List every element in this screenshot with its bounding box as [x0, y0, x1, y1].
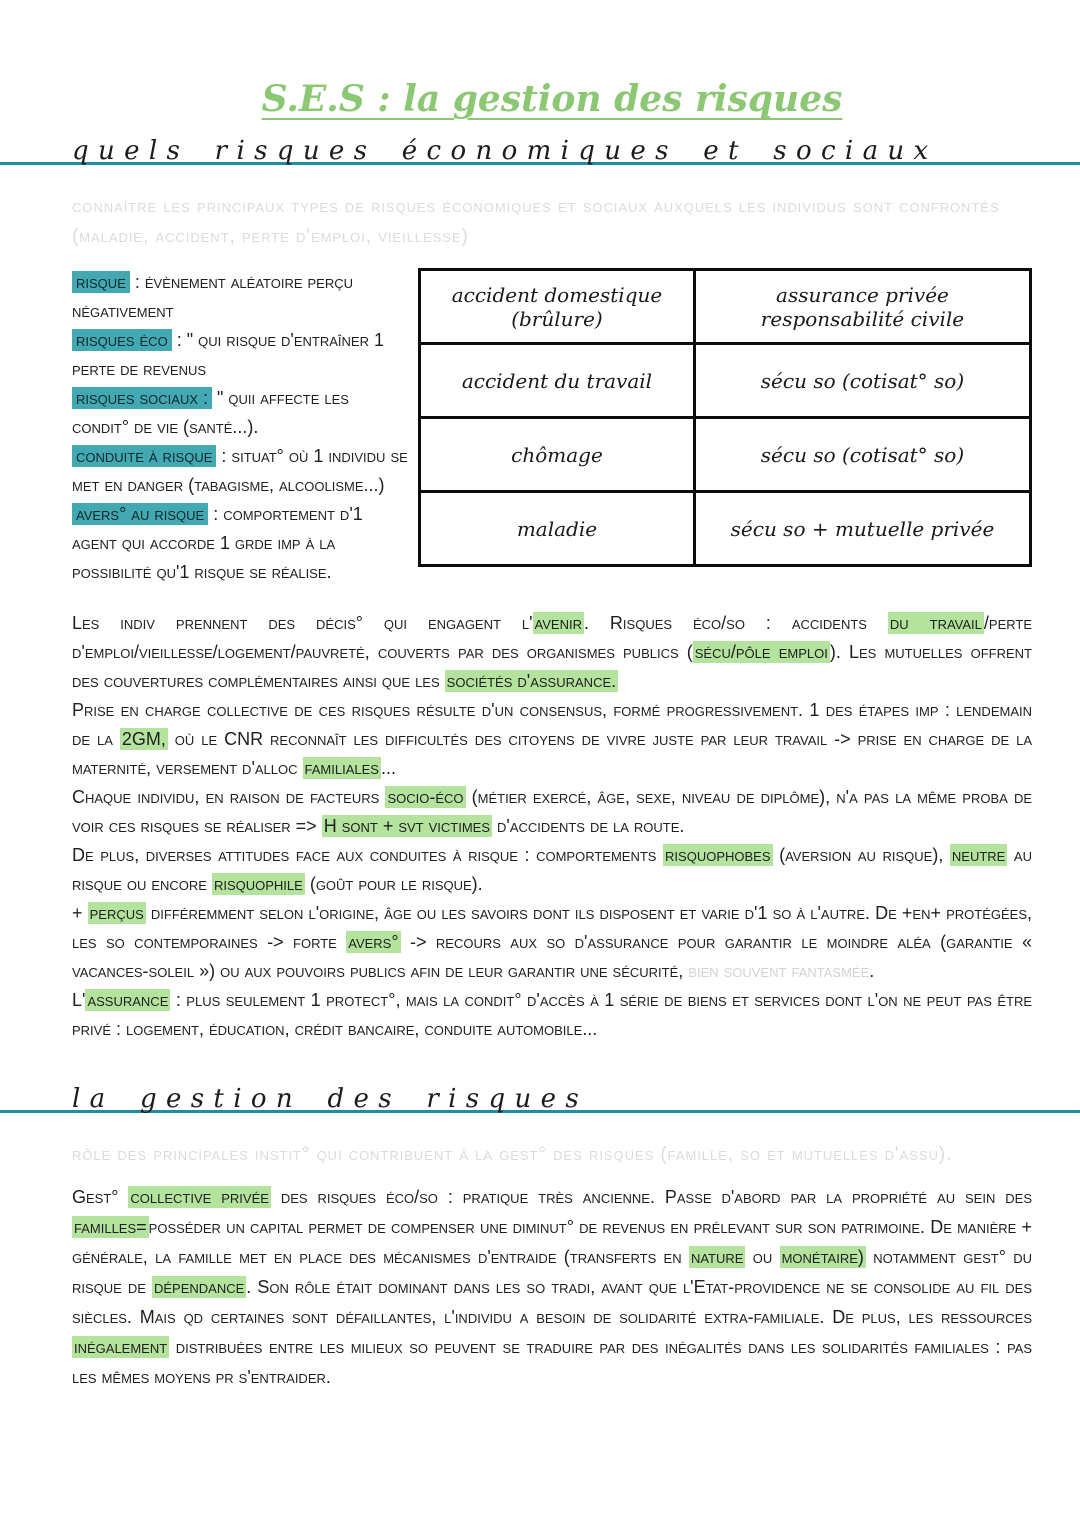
highlighted-term: avers° au risque: [72, 503, 208, 525]
page-title: S.E.S : la gestion des risques: [261, 78, 843, 120]
section2-heading: la gestion des risques: [72, 1084, 589, 1114]
highlighted-term: familles=: [74, 1217, 147, 1237]
text-segment: notamment gest° du risque de: [72, 1247, 1032, 1297]
text-segment: -> recours aux so d'assurance pour garantir le moindre aléa (garantie « vacances-soleil ») ou aux pouvoirs publics afin de leur garantir une sécurité,: [72, 932, 1032, 981]
highlighted-term: dépendance: [154, 1277, 245, 1297]
text-segment: (goût pour le risque).: [304, 874, 483, 894]
table-row: [420, 492, 1031, 566]
text-segment: différemment selon l'origine, âge ou les savoirs dont ils disposent et varie d'1 so à l'autre. De +en+ protégées, les so contemporaines -> forte: [72, 903, 1032, 952]
text-segment: (métier exercé, âge, sexe, niveau de diplôme), n'a pas la même proba de voir ces risques se réaliser =>: [72, 787, 1032, 836]
text-segment: posséder un capital permet de compenser une diminut° de revenus en prélevant sur son patrimoine. De manière + générale, la famille met en place des mécanismes d'entraide (transferts en: [72, 1217, 1032, 1267]
highlighted-term: sociétés d'assurance.: [446, 671, 617, 691]
highlighted-term: nature: [690, 1247, 744, 1267]
text-segment: Les indiv prennent des décis° qui engagent l': [72, 613, 533, 633]
highlighted-term: 2GM,: [121, 729, 166, 749]
risk-cell: chômage: [420, 418, 695, 492]
highlighted-term: avenir: [534, 613, 582, 633]
text-segment: : évènement aléatoire perçu négativement: [72, 272, 354, 321]
section2-paragraphs: [72, 1182, 1032, 1392]
table-row: [420, 270, 1031, 344]
highlighted-term: risquophile: [213, 874, 303, 894]
highlighted-term: perçus: [89, 903, 144, 923]
paragraph: [72, 783, 1032, 841]
text-segment: : comportement d'1 agent qui accorde 1 grde imp à la possibilité qu'1 risque se réalise.: [72, 504, 363, 582]
highlighted-term: neutre: [951, 845, 1006, 865]
paragraph: [72, 1182, 1032, 1392]
highlighted-term: conduite à risque: [72, 445, 216, 467]
coverage-cell: sécu so + mutuelle privée: [694, 492, 1030, 566]
highlighted-term: avers°: [348, 932, 399, 952]
text-segment: Gest°: [72, 1187, 129, 1207]
section-risk-management: [72, 1084, 1032, 1392]
risk-table-wrap: [418, 268, 1032, 567]
highlighted-term: risque: [72, 271, 130, 293]
text-segment: des risques éco/so : pratique très ancienne. Passe d'abord par la propriété au sein des: [270, 1187, 1032, 1207]
section1-heading-row: [72, 136, 1032, 180]
text-segment: Chaque individu, en raison de facteurs: [72, 787, 386, 807]
highlighted-term: du travail: [889, 613, 982, 633]
definitions-and-table: [72, 268, 1032, 1044]
text-segment: De plus, diverses attitudes face aux conduites à risque : comportements: [72, 845, 664, 865]
section1-objective: connaître les principaux types de risques économiques et sociaux auxquels les individus sont confrontés (maladie, accident, perte d'emploi, vieillesse): [72, 196, 1000, 247]
table-row: [420, 418, 1031, 492]
section2-heading-row: [72, 1084, 1032, 1128]
text-segment: ...: [380, 758, 396, 778]
text-segment: Prise en charge collective de ces risques résulte d'un consensus, formé progressivement. 1 des étapes imp : lendemain de la: [72, 700, 1032, 749]
text-segment: d'accidents de la route.: [492, 816, 685, 836]
highlighted-term: socio-éco: [387, 787, 464, 807]
text-segment: . Risques éco/so : accidents: [583, 613, 888, 633]
section1-heading: quels risques économiques et sociaux: [72, 136, 938, 166]
text-segment: ). Les mutuelles offrent des couvertures complémentaires ainsi que les: [72, 642, 1032, 691]
text-segment: " quii affecte les condit° de vie (santé...).: [72, 388, 349, 437]
paragraph: [72, 609, 1032, 696]
text-segment: : " qui risque d'entraîner 1 perte de revenus: [72, 330, 384, 379]
risk-table-body: [420, 270, 1031, 566]
text-segment: où le CNR reconnaît les difficultés des citoyens de vivre juste par leur travail -> prise en charge de la maternité, versement d'alloc: [72, 729, 1032, 778]
paragraph: [72, 841, 1032, 899]
table-row: [420, 344, 1031, 418]
text-segment: ou: [745, 1247, 780, 1267]
risk-cell: accident du travail: [420, 344, 695, 418]
text-segment: au risque ou encore: [72, 845, 1032, 894]
highlighted-term: sécu/pôle emploi: [694, 642, 828, 662]
risk-coverage-table: [418, 268, 1032, 567]
coverage-cell: sécu so (cotisat° so): [694, 344, 1030, 418]
text-segment: bien souvent fantasmée: [688, 961, 870, 981]
text-segment: . Son rôle était dominant dans les so tradi, avant que l'Etat-providence ne se consolide au fil des siècles. Mais qd certaines sont défaillantes, l'individu a besoin de solidarité extra-familiale. De plus, les ressources: [72, 1277, 1032, 1327]
highlighted-term: risquophobes: [665, 845, 771, 865]
coverage-cell: sécu so (cotisat° so): [694, 418, 1030, 492]
section-risks-types: [72, 136, 1032, 1044]
text-segment: L': [72, 990, 86, 1010]
text-segment: : situat° où 1 individu se met en danger (tabagisme, alcoolisme...): [72, 446, 408, 495]
paragraph: [72, 899, 1032, 986]
highlighted-term: collective privée: [130, 1187, 269, 1207]
paragraph: [72, 986, 1032, 1044]
highlighted-term: monétaire): [781, 1247, 864, 1267]
text-segment: : plus seulement 1 protect°, mais la condit° d'accès à 1 série de biens et services dont l'on ne peut pas être privé : logement, éducation, crédit bancaire, conduite automobile...: [72, 990, 1032, 1039]
text-segment: +: [72, 903, 88, 923]
highlighted-term: assurance: [87, 990, 169, 1010]
highlighted-term: risques sociaux :: [72, 387, 212, 409]
highlighted-term: familiales: [304, 758, 379, 778]
paragraph: [72, 696, 1032, 783]
highlighted-term: H sont + svt victimes: [323, 816, 491, 836]
section2-objective: rôle des principales instit° qui contribuent à la gest° des risques (famille, so et mutuelles d'assu).: [72, 1144, 953, 1165]
text-segment: .: [869, 961, 875, 981]
risk-cell: maladie: [420, 492, 695, 566]
coverage-cell: assurance privée responsabilité civile: [694, 270, 1030, 344]
highlighted-term: risques éco: [72, 329, 172, 351]
text-segment: (aversion au risque),: [772, 845, 950, 865]
highlighted-term: inégalement: [74, 1337, 168, 1357]
risk-cell: accident domestique (brûlure): [420, 270, 695, 344]
text-segment: /perte d'emploi/vieillesse/logement/pauvreté, couverts par des organismes publics (: [72, 613, 1033, 662]
section1-paragraphs: [72, 609, 1032, 1044]
text-segment: distribuées entre les milieux so peuvent se traduire par des inégalités dans les solidarités familiales : pas les mêmes moyens pr s'entraider.: [72, 1337, 1032, 1387]
